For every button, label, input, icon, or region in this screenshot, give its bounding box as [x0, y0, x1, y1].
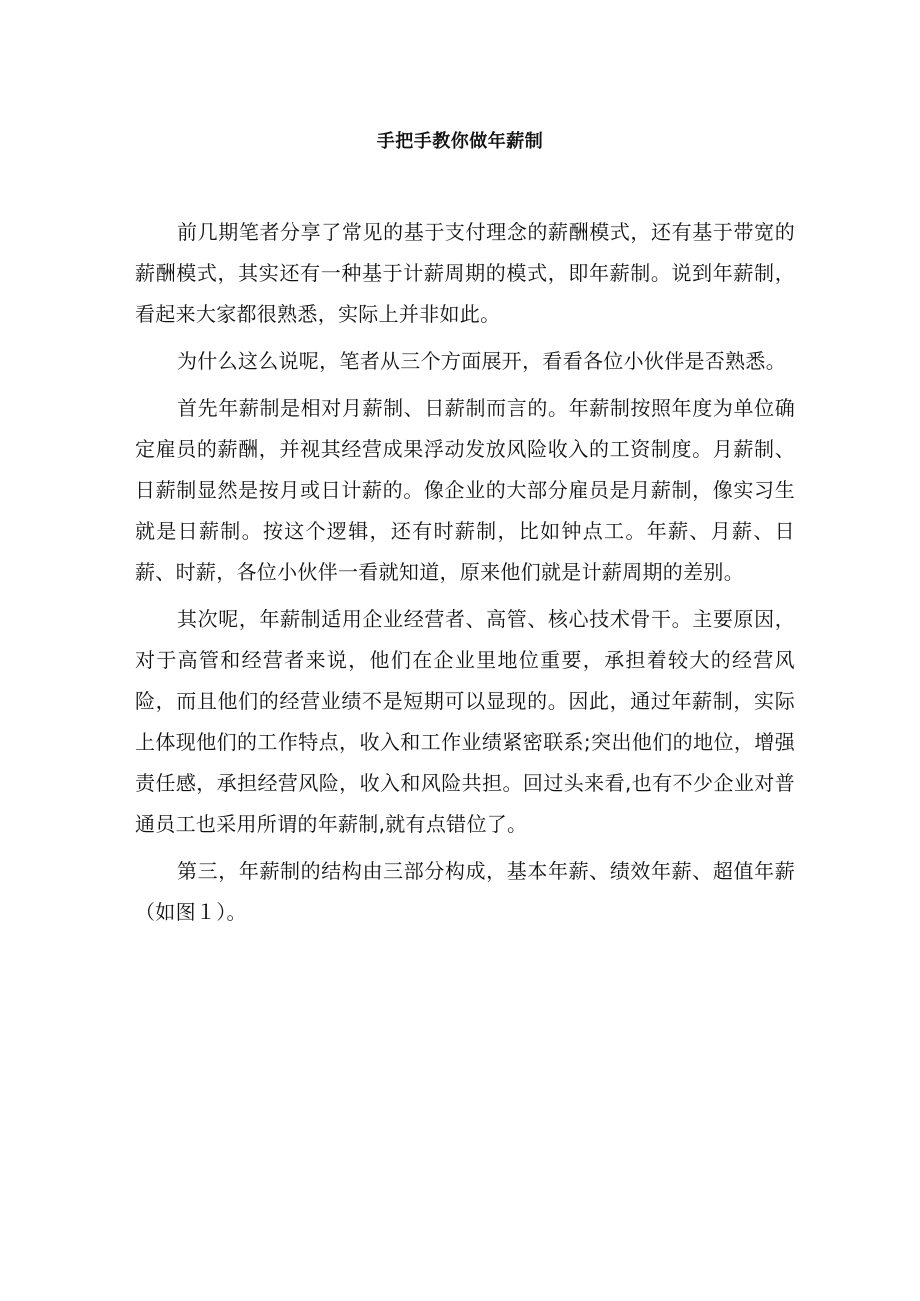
document-title: 手把手教你做年薪制: [376, 131, 544, 152]
paragraph-intro: 前几期笔者分享了常见的基于支付理念的薪酬模式，还有基于带宽的薪酬模式，其实还有一种基于计薪周期的模式，即年薪制。说到年薪制，看起来大家都很熟悉，实际上并非如此。: [135, 220, 795, 326]
paragraph-second-point: 其次呢，年薪制适用企业经营者、高管、核心技术骨干。主要原因，对于高管和经营者来说，他们在企业里地位重要，承担着较大的经营风险，而且他们的经营业绩不是短期可以显现的。因此，通过年薪制，实际上体现他们的工作特点，收入和工作业绩紧密联系;突出他们的地位，增强责任感，承担经营风险，收入和风险共担。回过头来看,也有不少企业对普通员工也采用所谓的年薪制,就有点错位了。: [135, 607, 795, 836]
document-body: [135, 212, 795, 939]
paragraph-first-point: 首先年薪制是相对月薪制、日薪制而言的。年薪制按照年度为单位确定雇员的薪酬，并视其经营成果浮动发放风险收入的工资制度。月薪制、日薪制显然是按月或日计薪的。像企业的大部分雇员是月薪制，像实习生就是日薪制。按这个逻辑，还有时薪制，比如钟点工。年薪、月薪、日薪、时薪，各位小伙伴一看就知道，原来他们就是计薪周期的差别。: [135, 396, 795, 584]
paragraph-third-point: 第三，年薪制的结构由三部分构成，基本年薪、绩效年薪、超值年薪（如图１）。: [135, 859, 795, 924]
paragraph-question: 为什么这么说呢，笔者从三个方面展开，看看各位小伙伴是否熟悉。: [177, 349, 786, 373]
